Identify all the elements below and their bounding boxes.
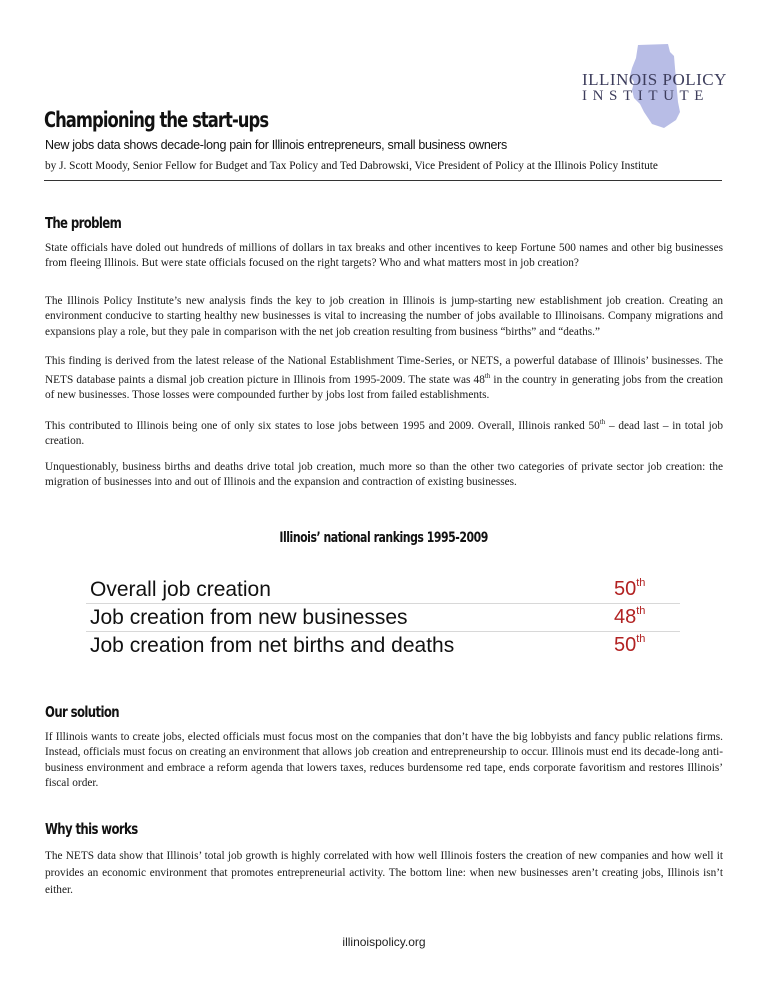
ranking-label: Job creation from new businesses [90,606,408,629]
section-heading-why: Why this works [45,820,138,838]
logo-text-line2: INSTITUTE [582,88,710,104]
document-title: Championing the start-ups [44,108,269,132]
ranking-value: 50th [614,633,646,656]
institute-logo [560,40,740,140]
rankings-row [86,576,680,604]
rankings-row [86,632,680,659]
ranking-value: 50th [614,577,646,600]
problem-paragraph-1: State officials have doled out hundreds of millions of dollars in tax breaks and other incentives to keep Fortune 500 names and other big businesses from fleeing Illinois. But were state officials focused on the right targets? Who and what matters most in job creation? [45,242,723,270]
header-divider [44,180,722,181]
ranking-label: Overall job creation [90,578,271,601]
rankings-row [86,604,680,632]
document-subtitle: New jobs data shows decade-long pain for Illinois entrepreneurs, small business owners [45,138,507,152]
ranking-label: Job creation from net births and deaths [90,634,455,657]
problem-paragraph-2: The Illinois Policy Institute’s new analysis finds the key to job creation in Illinois is jump-starting new establishment job creation. Creating an environment conducive to starting healthy new businesses is vital to increasing the number of jobs available to Illinoisans. Company migrations and expansions play a role, but they pale in comparison with the net job creation resulting from business “births” and “deaths.” [45,295,723,338]
rankings-title: Illinois’ national rankings 1995-2009 [279,530,489,546]
rankings-table [86,576,680,659]
problem-paragraph-5: Unquestionably, business births and deaths drive total job creation, much more so than the other two categories of private sector job creation: the migration of businesses into and out of Illinois and the expansion and contraction of existing businesses. [45,461,723,489]
problem-paragraph-4: This contributed to Illinois being one of only six states to lose jobs between 1995 and 2009. Overall, Illinois ranked 50th – dead last – in total job creation. [45,418,724,448]
ranking-value: 48th [614,605,646,628]
problem-paragraph-3: This finding is derived from the latest release of the National Establishment Time-Series, or NETS, a powerful database of Illinois’ businesses. The NETS database paints a dismal job creation picture in Illinois from 1995-2009. The state was 48th in the country in generating jobs from the creation of new businesses. Those losses were compounded further by jobs lost from failed establishments. [45,355,723,402]
solution-paragraph: If Illinois wants to create jobs, elected officials must focus most on the companies that don’t have the big lobbyists and fancy public relations firms. Instead, officials must focus on creating an environment that allows job creation and entrepreneurship to occur. Illinois must end its decade-long anti-business environment and embrace a reform agenda that lowers taxes, reduces burdensome red tape, ends corporate favoritism and restores Illinois’ fiscal order. [45,731,723,789]
section-heading-problem: The problem [45,214,122,232]
footer-url: illinoispolicy.org [342,935,426,949]
logo-text-line1: ILLINOIS POLICY [582,70,727,89]
why-paragraph: The NETS data show that Illinois’ total job growth is highly correlated with how well Illinois fosters the creation of new companies and how well it provides an economic environment that promotes entrepreneurial activity. The bottom line: when new businesses aren’t creating jobs, Illinois isn’t either. [45,850,723,896]
byline: by J. Scott Moody, Senior Fellow for Budget and Tax Policy and Ted Dabrowski, Vice President of Policy at the Illinois Policy Institute [45,160,658,172]
section-heading-solution: Our solution [45,703,119,721]
